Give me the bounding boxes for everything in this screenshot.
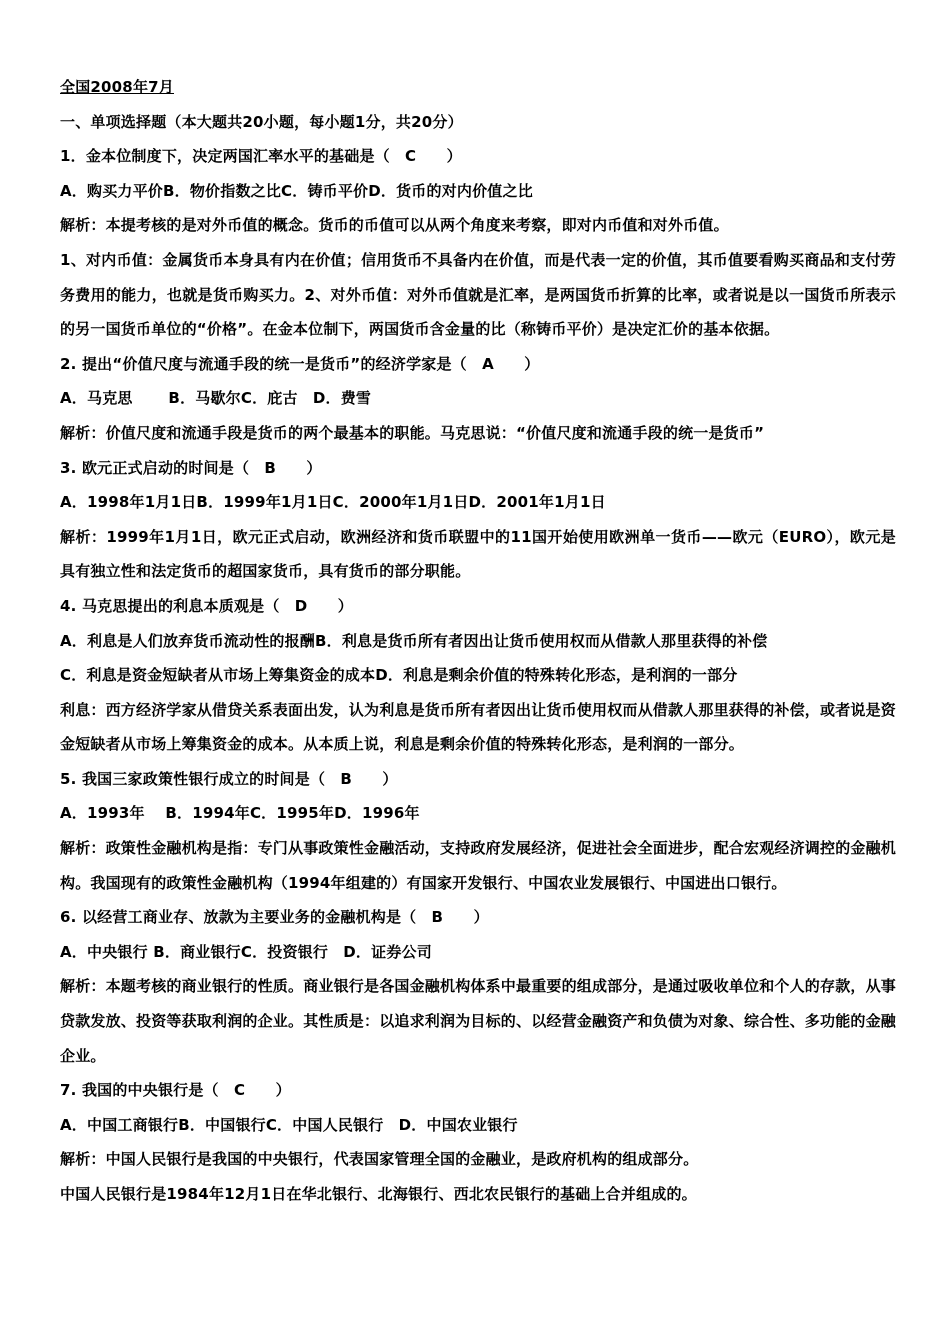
q4-options-cd: C．利息是资金短缺者从市场上筹集资金的成本D．利息是剩余价值的特殊转化形态，是利润的一部分 <box>60 666 738 685</box>
q2-options: A．马克思 B．马歇尔C．庇古 D．费雪 <box>60 389 372 408</box>
q1-stem: 1．金本位制度下，决定两国汇率水平的基础是（ C ） <box>60 147 462 166</box>
q5-stem: 5. 我国三家政策性银行成立的时间是（ B ） <box>60 769 398 788</box>
q1-analysis-detail: 1、对内币值：金属货币本身具有内在价值；信用货币不具备内在价值，而是代表一定的价值，其币值要看购买商品和支付劳务费用的能力，也就是货币购买力。2、对外币值：对外币值就是汇率，是两国货币折算的比率，或者说是以一国货币所表示的另一国货币单位的“价格”。在金本位制下，两国货币含金量的比（称铸币平价）是决定汇价的基本依据。 <box>60 250 896 339</box>
section-title: 一、单项选择题（本大题共20小题，每小题1分，共20分） <box>60 112 463 131</box>
q6-options: A．中央银行 B．商业银行C．投资银行 D．证券公司 <box>60 942 432 961</box>
doc-heading: 全国2008年7月 <box>60 78 174 96</box>
q3-stem: 3. 欧元正式启动的时间是（ B ） <box>60 458 322 477</box>
q4-stem: 4. 马克思提出的利息本质观是（ D ） <box>60 596 354 615</box>
q3-analysis: 解析：1999年1月1日，欧元正式启动，欧洲经济和货币联盟中的11国开始使用欧洲单一货币——欧元（EURO），欧元是具有独立性和法定货币的超国家货币，具有货币的部分职能。 <box>60 527 896 581</box>
q6-analysis: 解析：本题考核的商业银行的性质。商业银行是各国金融机构体系中最重要的组成部分，是通过吸收单位和个人的存款，从事贷款发放、投资等获取利润的企业。其性质是：以追求利润为目标的、以经营金融资产和负债为对象、综合性、多功能的金融企业。 <box>60 977 897 1065</box>
q5-analysis: 解析：政策性金融机构是指：专门从事政策性金融活动，支持政府发展经济，促进社会全面进步，配合宏观经济调控的金融机构。我国现有的政策性金融机构（1994年组建的）有国家开发银行、中国农业发展银行、中国进出口银行。 <box>60 839 897 892</box>
q2-stem: 2. 提出“价值尺度与流通手段的统一是货币”的经济学家是（ A ） <box>60 354 540 373</box>
q6-stem: 6. 以经营工商业存、放款为主要业务的金融机构是（ B ） <box>60 908 489 927</box>
q7-analysis: 解析：中国人民银行是我国的中央银行，代表国家管理全国的金融业，是政府机构的组成部分。 <box>60 1150 699 1169</box>
q1-analysis: 解析：本提考核的是对外币值的概念。货币的币值可以从两个角度来考察，即对内币值和对外币值。 <box>60 216 729 235</box>
q5-options: A．1993年 B．1994年C．1995年D．1996年 <box>60 804 420 823</box>
document-page <box>60 70 896 1212</box>
q4-options-ab: A．利息是人们放弃货币流动性的报酬B．利息是货币所有者因出让货币使用权而从借款人那里获得的补偿 <box>60 631 768 650</box>
q7-analysis-detail: 中国人民银行是1984年12月1日在华北银行、北海银行、西北农民银行的基础上合并组成的。 <box>60 1185 697 1203</box>
q1-options: A．购买力平价B．物价指数之比C．铸币平价D．货币的对内价值之比 <box>60 181 533 200</box>
q3-options: A．1998年1月1日B．1999年1月1日C．2000年1月1日D．2001年1月1日 <box>60 493 606 512</box>
q7-stem: 7. 我国的中央银行是（ C ） <box>60 1081 291 1100</box>
q4-analysis: 利息：西方经济学家从借贷关系表面出发，认为利息是货币所有者因出让货币使用权而从借款人那里获得的补偿，或者说是资金短缺者从市场上筹集资金的成本。从本质上说，利息是剩余价值的特殊转化形态，是利润的一部分。 <box>60 700 897 754</box>
q2-analysis: 解析：价值尺度和流通手段是货币的两个最基本的职能。马克思说：“价值尺度和流通手段的统一是货币” <box>60 423 765 442</box>
q7-options: A．中国工商银行B．中国银行C．中国人民银行 D．中国农业银行 <box>60 1115 518 1134</box>
